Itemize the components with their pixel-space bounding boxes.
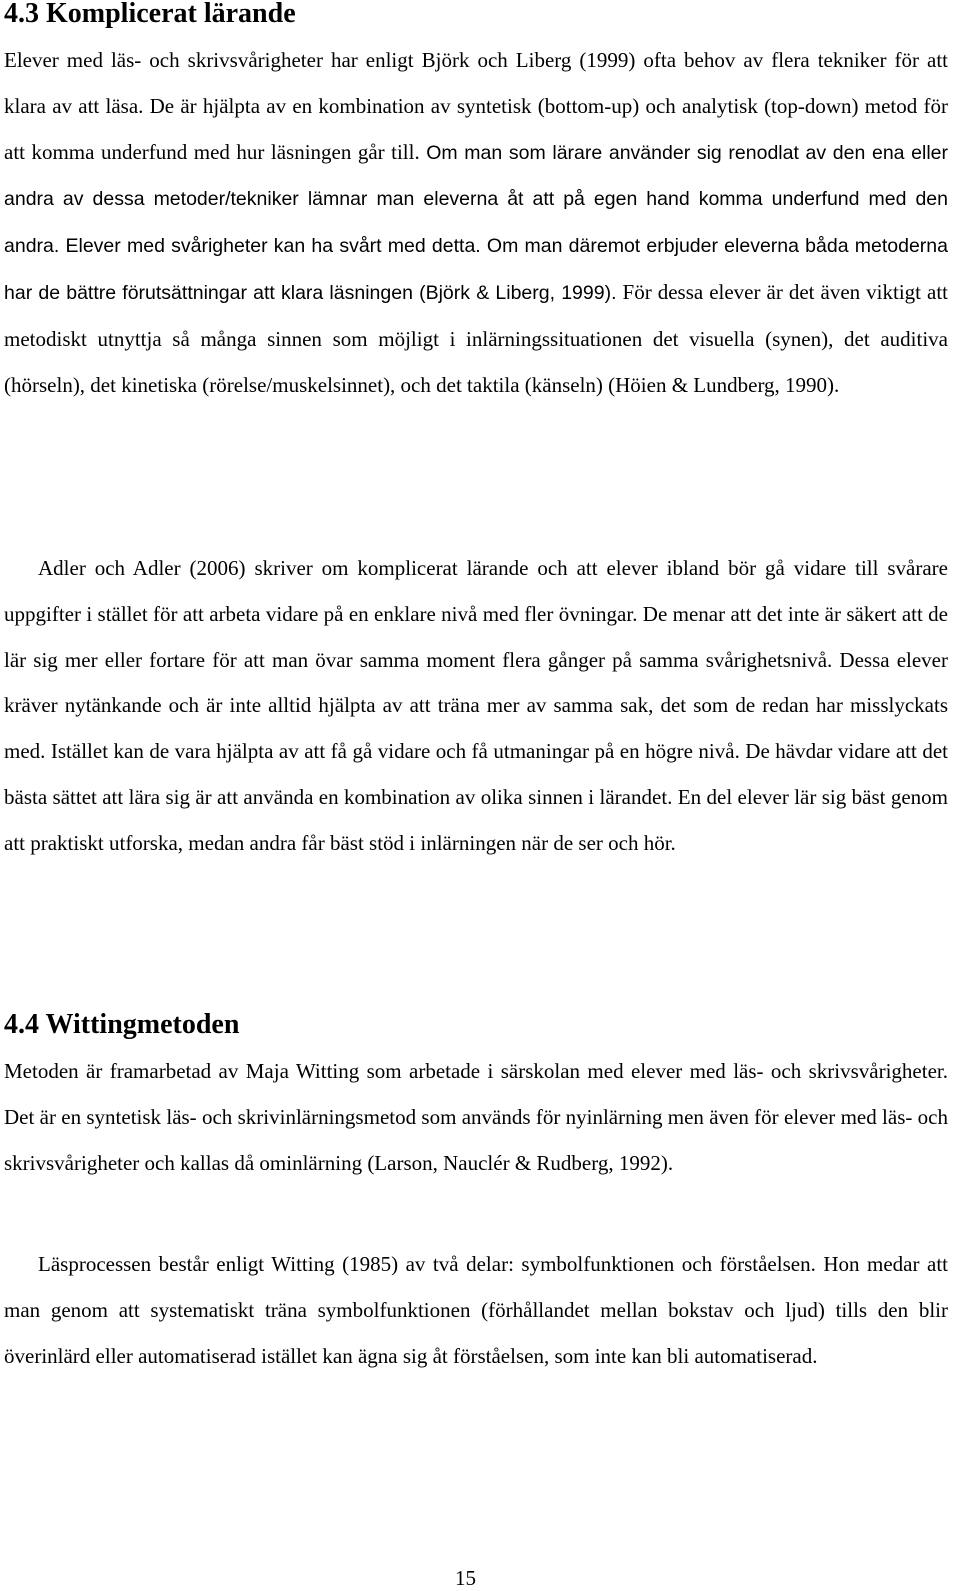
paragraph-4: Läsprocessen består enligt Witting (1985) av två delar: symbolfunktionen och förståelsen. Hon medar att man genom att systematiskt träna symbolfunktionen (förhållandet mellan bokstav och ljud) tills den blir överinlärd eller automatiserad istället kan ägna sig åt förståelsen, som inte kan bli automatiserad. [4, 1252, 948, 1368]
paragraph-1-sans-run: Om man som lärare använder sig renodlat av den ena eller andra av dessa metoder/tekniker lämnar man eleverna åt att på egen hand komma underfund med den andra. Elever med svårigheter kan ha svårt med detta. Om man däremot erbjuder eleverna båda metoderna har de bättre förutsättningar att klara läsningen (Björk & Liberg, 1999). [4, 141, 949, 304]
paragraph-1 [4, 38, 948, 408]
paragraph-1-serif-run: Elever med läs- och skrivsvårigheter har enligt Björk och Liberg (1999) ofta behov av flera tekniker för att klara av att läsa. De är hjälpta av en kombination av syntetisk (bottom-up) och analytisk (top-down) metod för att komma underfund med hur läsningen går till. [4, 48, 948, 164]
paragraph-3: Metoden är framarbetad av Maja Witting som arbetade i särskolan med elever med läs- och skrivsvårigheter. Det är en syntetisk läs- och skrivinlärningsmetod som används för nyinlärning men även för elever med läs- och skrivsvårigheter och kallas då ominlärning (Larson, Nauclér & Rudberg, 1992). [4, 1059, 948, 1175]
section-heading-4-4: 4.4 Wittingmetoden [4, 1009, 240, 1040]
paragraph-2: Adler och Adler (2006) skriver om komplicerat lärande och att elever ibland bör gå vidare till svårare uppgifter i stället för att arbeta vidare på en enklare nivå med fler övningar. De menar att det inte är säkert att de lär sig mer eller fortare för att man övar samma moment flera gånger på samma svårighetsnivå. Dessa elever kräver nytänkande och är inte alltid hjälpta av att träna mer av samma sak, det som de redan har misslyckats med. Istället kan de vara hjälpta av att få gå vidare och få utmaningar på en högre nivå. De hävdar vidare att det bästa sättet att lära sig är att använda en kombination av olika sinnen i lärandet. En del elever lär sig bäst genom att praktiskt utforska, medan andra får bäst stöd i inlärningen när de ser och hör. [4, 556, 948, 855]
section-heading-4-3: 4.3 Komplicerat lärande [4, 0, 296, 29]
paragraph-1-serif-run-2: För dessa elever är det även viktigt att metodiskt utnyttja så många sinnen som möjligt i inlärningssituationen det visuella (synen), det auditiva (hörseln), det kinetiska (rörelse/muskelsinnet), och det taktila (känseln) (Höien & Lundberg, 1990). [4, 279, 949, 397]
page-number: 15 [455, 1566, 476, 1590]
